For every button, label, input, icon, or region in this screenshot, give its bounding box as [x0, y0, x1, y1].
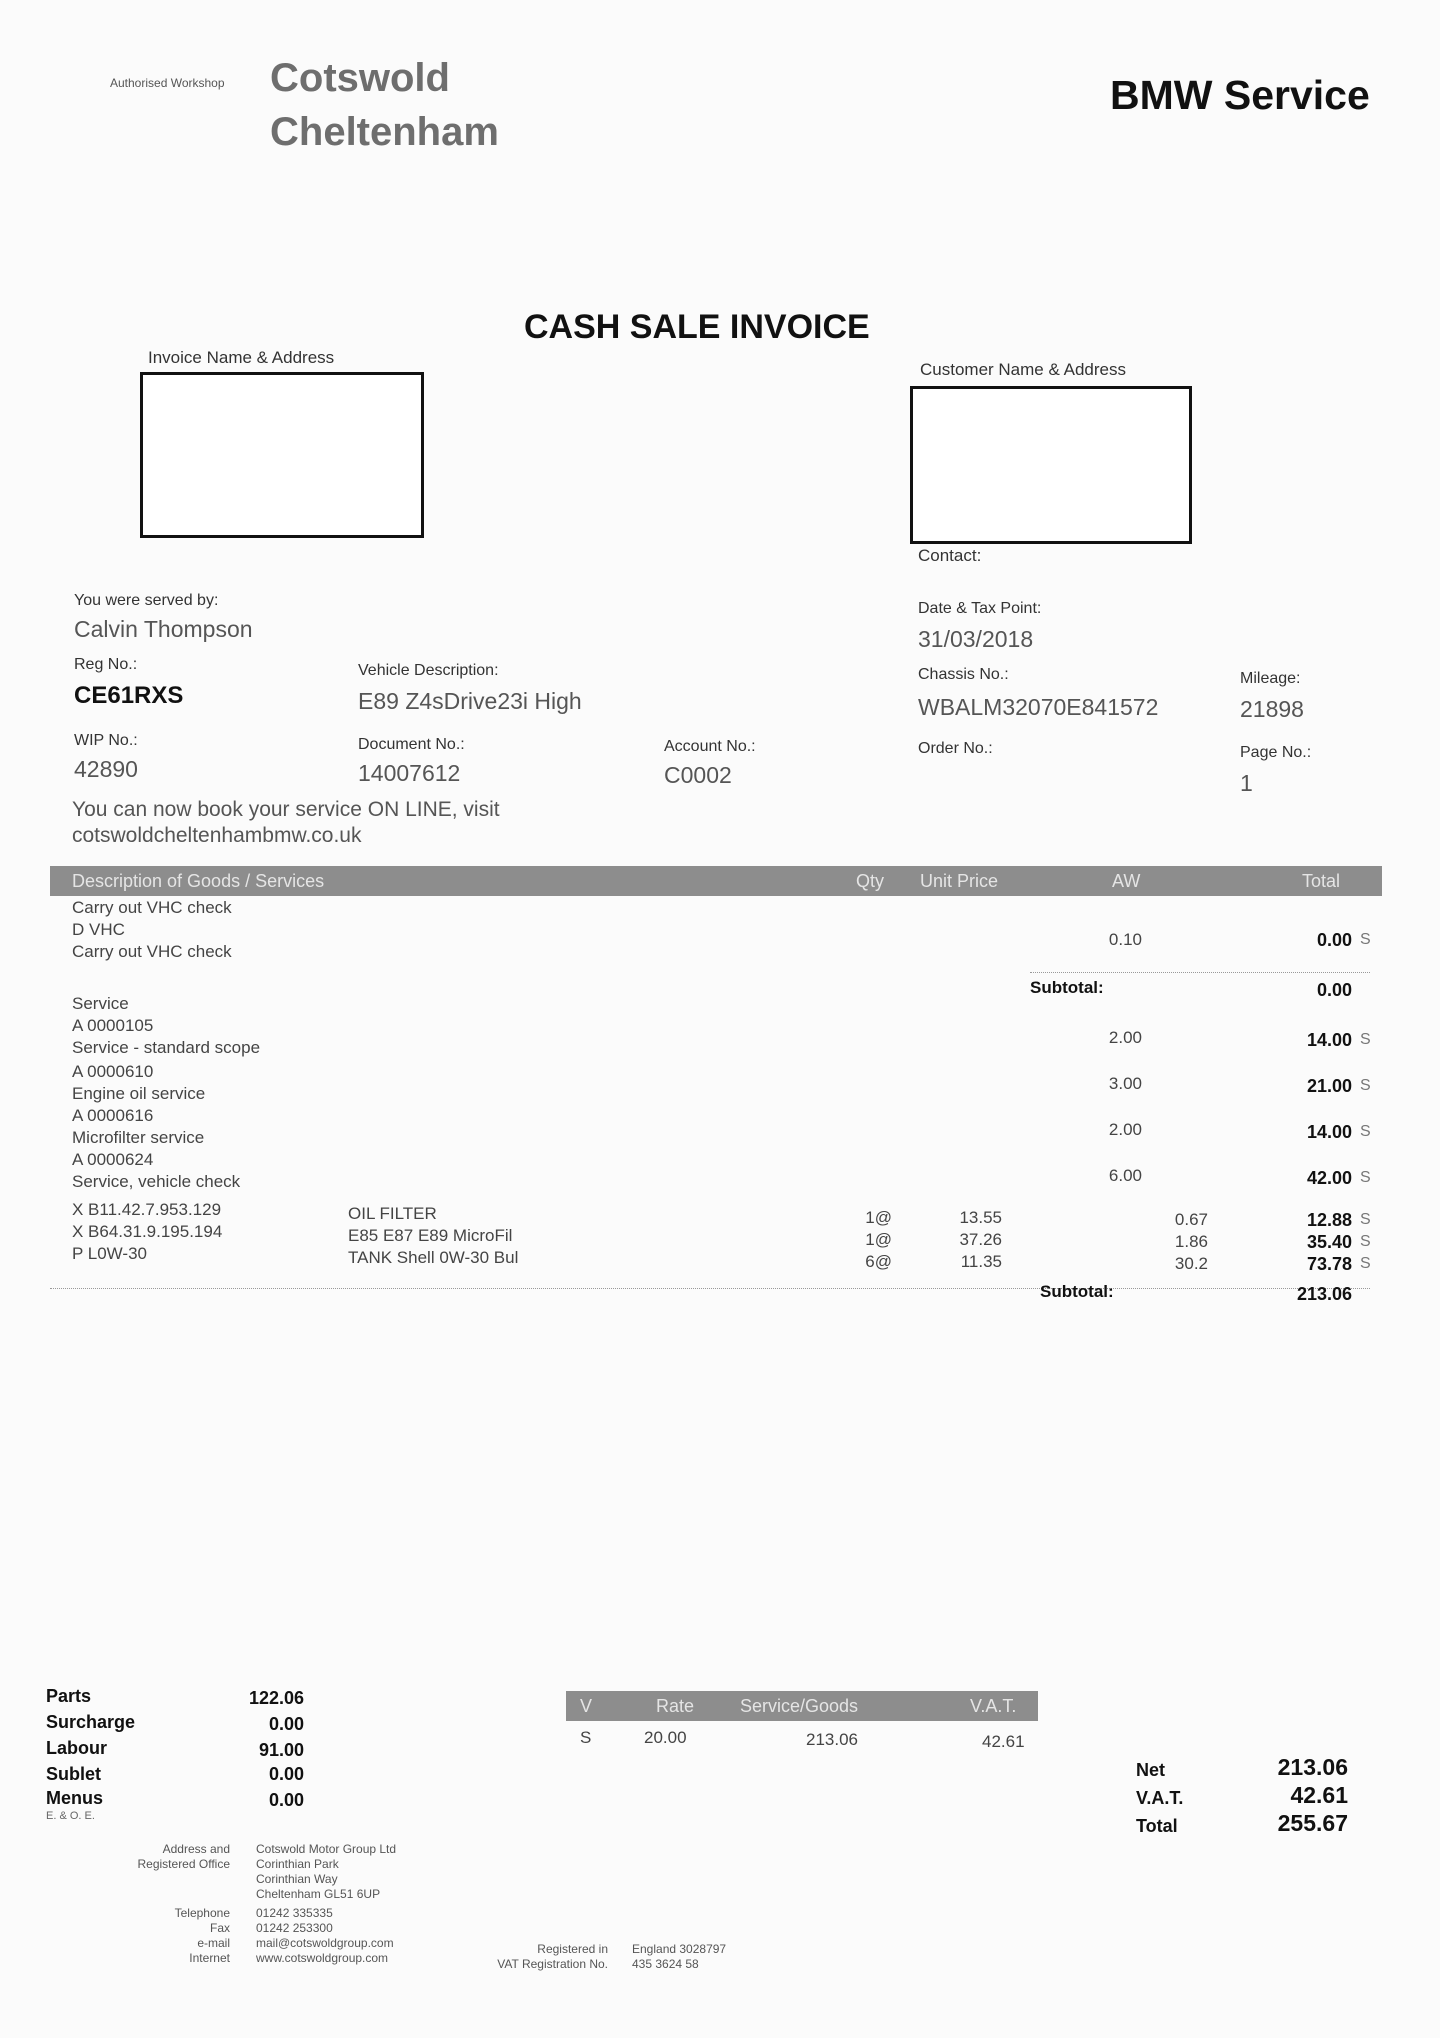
footer-address-line: Corinthian Way [256, 1872, 338, 1886]
footer-address-line: Cheltenham GL51 6UP [256, 1887, 381, 1901]
part-total: 12.88 [1306, 1210, 1352, 1230]
reg-label: Reg No.: [74, 656, 138, 673]
section1-total: 0.00 [1316, 930, 1352, 950]
vat-value: 42.61 [1290, 1782, 1348, 1808]
labour-desc: Service, vehicle check [72, 1172, 241, 1191]
served-by-label: You were served by: [74, 592, 219, 609]
col-total: Total [1302, 871, 1341, 891]
section2-subtotal: 213.06 [1296, 1284, 1352, 1304]
customer-address-box [910, 386, 1192, 544]
footer-office-label: Registered Office [137, 1857, 230, 1871]
invoice-address-box [140, 372, 424, 538]
vat-col-service-goods: Service/Goods [740, 1696, 859, 1716]
online-note-line2: cotswoldcheltenhambmw.co.uk [72, 824, 362, 847]
summary-label: Sublet [46, 1764, 102, 1784]
section1-vat-flag: S [1360, 931, 1371, 948]
part-desc: OIL FILTER [348, 1204, 437, 1223]
col-description: Description of Goods / Services [72, 871, 325, 891]
eoe-note: E. & O. E. [46, 1810, 95, 1822]
invoice-box-label: Invoice Name & Address [148, 348, 335, 367]
footer-telephone-label: Telephone [174, 1906, 230, 1920]
labour-aw: 6.00 [1108, 1166, 1142, 1185]
part-unit-price: 13.55 [959, 1208, 1002, 1227]
items-divider [50, 1288, 1370, 1289]
labour-code: A 0000105 [72, 1016, 154, 1035]
part-qty: 1@ [865, 1230, 892, 1249]
vat-row-rate: 20.00 [644, 1728, 687, 1747]
document-title: CASH SALE INVOICE [524, 308, 870, 346]
footer-vatreg-label: VAT Registration No. [497, 1957, 608, 1971]
total-value: 255.67 [1277, 1810, 1348, 1836]
account-label: Account No.: [664, 738, 756, 755]
order-label: Order No.: [918, 740, 993, 757]
footer-email-label: e-mail [197, 1936, 230, 1950]
vat-row-vat: 42.61 [982, 1732, 1025, 1751]
labour-vat-flag: S [1360, 1123, 1371, 1140]
labour-vat-flag: S [1360, 1169, 1371, 1186]
chassis-label: Chassis No.: [918, 666, 1009, 683]
summary-value: 0.00 [268, 1790, 304, 1810]
footer-registered: England 3028797 [632, 1942, 727, 1956]
part-vat-flag: S [1360, 1233, 1371, 1250]
footer-vatreg: 435 3624 58 [632, 1957, 699, 1971]
vehicle-label: Vehicle Description: [358, 662, 499, 679]
section1-title: Carry out VHC check [72, 898, 232, 917]
vehicle-value: E89 Z4sDrive23i High [358, 688, 582, 714]
footer-fax-label: Fax [209, 1921, 230, 1935]
labour-total: 14.00 [1306, 1122, 1352, 1142]
labour-vat-flag: S [1360, 1031, 1371, 1048]
footer-address-label: Address and [162, 1842, 230, 1856]
footer-address-line: Corinthian Park [256, 1857, 339, 1871]
served-by-value: Calvin Thompson [74, 616, 253, 642]
part-code: X B64.31.9.195.194 [72, 1222, 223, 1241]
section1-divider [1030, 972, 1370, 973]
items-header-bar [50, 866, 1382, 896]
page-label: Page No.: [1240, 744, 1312, 761]
page-value: 1 [1240, 770, 1253, 796]
labour-desc: Microfilter service [72, 1128, 205, 1147]
part-desc: E85 E87 E89 MicroFil [348, 1226, 513, 1245]
document-label: Document No.: [358, 736, 465, 753]
part-total: 73.78 [1306, 1254, 1352, 1274]
labour-total: 21.00 [1306, 1076, 1352, 1096]
part-aw: 1.86 [1174, 1232, 1208, 1251]
section1-subtotal-label: Subtotal: [1030, 978, 1104, 997]
part-vat-flag: S [1360, 1211, 1371, 1228]
document-value: 14007612 [358, 760, 461, 786]
labour-code: A 0000616 [72, 1106, 154, 1125]
section1-aw: 0.10 [1108, 930, 1142, 949]
part-code: P L0W-30 [72, 1244, 147, 1263]
chassis-value: WBALM32070E841572 [918, 694, 1159, 720]
part-aw: 0.67 [1174, 1210, 1208, 1229]
account-value: C0002 [664, 762, 732, 788]
mileage-value: 21898 [1240, 696, 1304, 722]
part-qty: 6@ [865, 1252, 892, 1271]
net-value: 213.06 [1277, 1754, 1348, 1780]
wip-label: WIP No.: [74, 732, 138, 749]
dealer-name-line2: Cheltenham [270, 110, 499, 154]
labour-aw: 3.00 [1108, 1074, 1142, 1093]
section1-code: D VHC [72, 920, 125, 939]
summary-label: Menus [46, 1788, 104, 1808]
part-unit-price: 37.26 [959, 1230, 1002, 1249]
footer-registered-label: Registered in [537, 1942, 608, 1956]
footer-address-line: Cotswold Motor Group Ltd [256, 1842, 397, 1856]
brand-title: BMW Service [1110, 72, 1370, 118]
section1-desc: Carry out VHC check [72, 942, 232, 961]
col-qty: Qty [856, 871, 885, 891]
labour-desc: Service - standard scope [72, 1038, 261, 1057]
summary-value: 0.00 [268, 1714, 304, 1734]
section2-subtotal-label: Subtotal: [1040, 1282, 1114, 1301]
labour-aw: 2.00 [1108, 1028, 1142, 1047]
vat-row-goods: 213.06 [806, 1730, 858, 1749]
part-total: 35.40 [1306, 1232, 1352, 1252]
col-aw: AW [1112, 871, 1141, 891]
summary-label: Parts [46, 1686, 92, 1706]
summary-value: 0.00 [268, 1764, 304, 1784]
labour-vat-flag: S [1360, 1077, 1371, 1094]
reg-value: CE61RXS [74, 682, 184, 709]
date-value: 31/03/2018 [918, 626, 1034, 652]
labour-aw: 2.00 [1108, 1120, 1142, 1139]
footer-internet: www.cotswoldgroup.com [256, 1951, 389, 1965]
part-aw: 30.2 [1174, 1254, 1208, 1273]
vat-col-rate: Rate [656, 1696, 695, 1716]
wip-value: 42890 [74, 756, 138, 782]
labour-desc: Engine oil service [72, 1084, 206, 1103]
vat-row-code: S [580, 1728, 592, 1747]
part-desc: TANK Shell 0W-30 Bul [348, 1248, 519, 1267]
footer-email: mail@cotswoldgroup.com [256, 1936, 394, 1950]
total-label: Total [1136, 1816, 1178, 1836]
col-unit-price: Unit Price [920, 871, 999, 891]
part-code: X B11.42.7.953.129 [72, 1200, 222, 1219]
summary-label: Surcharge [46, 1712, 136, 1732]
footer-internet-label: Internet [189, 1951, 230, 1965]
summary-label: Labour [46, 1738, 107, 1758]
labour-code: A 0000624 [72, 1150, 154, 1169]
dealer-name-line1: Cotswold [270, 56, 450, 100]
section2-title: Service [72, 994, 129, 1013]
vat-header-bar [566, 1691, 1038, 1721]
section1-subtotal: 0.00 [1316, 980, 1352, 1000]
labour-total: 14.00 [1306, 1030, 1352, 1050]
footer-fax: 01242 253300 [256, 1921, 333, 1935]
part-qty: 1@ [865, 1208, 892, 1227]
authorised-workshop-label: Authorised Workshop [110, 76, 225, 90]
vat-col-v: V [580, 1696, 593, 1716]
part-vat-flag: S [1360, 1255, 1371, 1272]
labour-code: A 0000610 [72, 1062, 154, 1081]
summary-value: 122.06 [248, 1688, 304, 1708]
footer-telephone: 01242 335335 [256, 1906, 333, 1920]
customer-box-label: Customer Name & Address [920, 360, 1126, 379]
part-unit-price: 11.35 [960, 1252, 1002, 1271]
vat-col-vat: V.A.T. [970, 1696, 1017, 1716]
contact-label: Contact: [918, 546, 982, 565]
date-label: Date & Tax Point: [918, 600, 1042, 617]
online-note-line1: You can now book your service ON LINE, visit [72, 798, 500, 821]
summary-value: 91.00 [258, 1740, 304, 1760]
labour-total: 42.00 [1306, 1168, 1352, 1188]
vat-label: V.A.T. [1136, 1788, 1184, 1808]
net-label: Net [1136, 1760, 1166, 1780]
mileage-label: Mileage: [1240, 670, 1301, 687]
